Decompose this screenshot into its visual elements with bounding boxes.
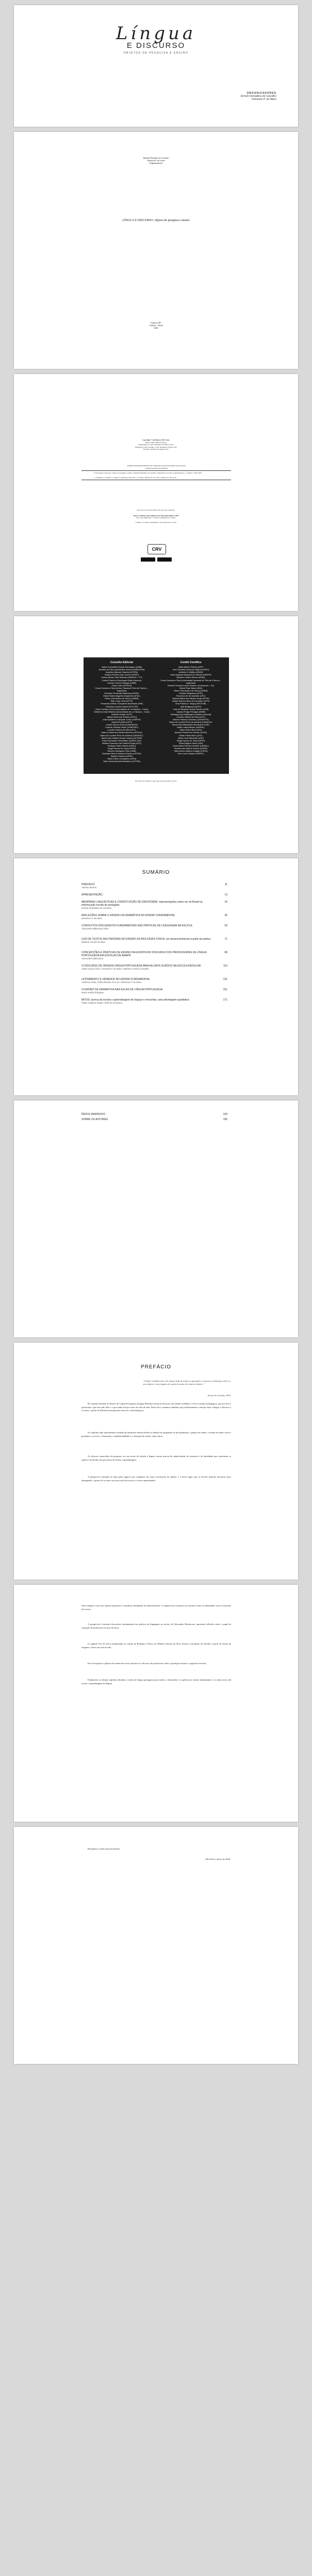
toc-entry-author: Anderson Silva / Edite Mendes da Cruz / Deméson P. de Mairo — [81, 981, 142, 984]
council-member: João Adalberto Campato Junior (UNESP) — [103, 718, 141, 721]
body-paragraph: A perspectiva Correntes discursivas fundamentais nas práticas da linguagem na escola, de Alessandra Bittencourt, apresenta reflexões sobre o papel de formação de professores na área de letras. — [81, 1623, 231, 1629]
toc-entry[interactable] — [81, 951, 227, 960]
toc-entry-page: 71 — [224, 938, 227, 941]
toc-entry[interactable] — [81, 988, 227, 994]
app-store-badges — [141, 557, 172, 562]
toc-entry-page: 53 — [224, 924, 227, 927]
toc-entry-title: REFLEXÕES SOBRE O ENSINO DA GRAMÁTICA NO ENSINO FUNDAMENTAL — [81, 914, 175, 917]
toc-entry-author: Ermelo Domaldica de Carvalho — [81, 907, 111, 909]
council-member: Francisco Ari de Andrade (UFC) — [176, 694, 206, 698]
cover-org-label: ORGANIZADORES — [247, 92, 276, 95]
about-title: SOBRE OS AUTORES — [81, 1118, 108, 1121]
council-footer: Este livro foi avaliado e aprovado por pareceristas ad hoc. — [135, 780, 177, 782]
editorial-council-list — [91, 666, 153, 762]
council-member: Eliane Rose Maio (UEM) — [179, 686, 202, 689]
council-member: Aldira Guimarães Duarte Domínguez (UNB) — [102, 666, 142, 669]
council-member: Ilma Passos A. Veiga (UNICEUB) — [175, 702, 206, 705]
toc-entry-title: MEMÓRIAS LINGUÍSTICAS E CONSTITUIÇÃO DE IDENTIDADE: representações sobre ser do Brasil na interlocução escrita do português — [81, 901, 203, 907]
council-member: Suzana dos Santos Gomes (UFMG) — [174, 747, 208, 750]
council-member: Cesar Gerónimo Tello (Univer. Nacional Três de Febrero – Argentina) — [95, 686, 149, 692]
title-page-title: LÍNGUA E DISCURSO: objetos de pesquisa e ensino — [122, 219, 190, 222]
toc-entry-title: PREFÁCIO — [81, 883, 95, 886]
preface-paragraph: Os capítulos aqui apresentados resultam de pesquisas desenvolvidas no âmbito de programas de pós-graduação e grupos de estudo, e tratam de temas como a gramática, a escrita, o letramento, a multimodalidade e a educação de surdos, entre outros. — [81, 1431, 231, 1437]
toc-entry-page: 171 — [223, 998, 227, 1002]
toc-entry-author: Alaine Souza Alves / Herminia P. de Mairo / Marlene Cristina Carvalho — [81, 968, 149, 970]
toc-entry-page: 131 — [223, 978, 227, 981]
toc-entry-author: Adriano Sereno — [81, 886, 97, 889]
council-member: Tania Suely Azevedo Brasileiro (UFOPA) — [103, 760, 141, 763]
rights-text: Esta obra é de acesso aberto para uso não comercial. — [137, 509, 175, 511]
council-member: Diosnel Centurion (Univ Americ. de Asunción – Py) — [167, 684, 215, 687]
toc-entry[interactable] — [81, 893, 227, 896]
publisher-city: Curitiba – Brasil — [149, 324, 163, 327]
credit-line: Copyright © da Editora CRV Ltda. — [142, 439, 170, 441]
council-member: Sérgio Nunes de Jesus (IFRO) — [176, 739, 205, 742]
cover-title — [14, 25, 298, 55]
council-member: Maria de Lourdes Pinto de Almeida (UNOESC) — [100, 734, 143, 737]
toc-entry-page: 13 — [224, 893, 227, 896]
council-member: Nilson José Machado (USP) — [177, 736, 204, 739]
council-member: Paulo Romualdo Hernandes (UNIFAL-MG) — [102, 739, 141, 742]
council-member: Eduardo Fernandes Barbosa (UFMG) — [104, 692, 139, 695]
editorial-council-title: Conselho Editorial — [110, 661, 134, 664]
council-member: Josania Portela (UFPI) — [111, 721, 133, 724]
credit-line: Diagramação e Capa: Designers da Editora CRV — [138, 444, 174, 446]
council-member: José de Ribamar Sousa Pereira (UCB) — [173, 707, 209, 710]
toc-entry-title: MITOS: acerca da escrita e aprendizagem de línguas e reescritas: uma abordagem qualitativa — [81, 998, 189, 1002]
scientific-committee-list — [160, 666, 222, 755]
council-member: Élsio José Corá (UFFS) — [110, 700, 133, 703]
council-member: Helder Buenos Aires de Carvalho (UFPI) — [172, 700, 210, 703]
author-role: (Organizadores) — [149, 162, 163, 164]
cover-title-script: Língua — [116, 23, 196, 44]
council-member: Elizeu Clementino de Souza (UNEB) — [105, 697, 139, 700]
cover-subtitle: OBJETOS DE PESQUISA E ENSINO — [123, 52, 189, 55]
cover-org-name: Ermelo Domaldica de Carvalho — [240, 95, 276, 98]
council-member: Gláucia Maria dos Santos Jorge (UFOP) — [172, 697, 209, 700]
toc-entry-title: APRESENTAÇÃO — [81, 893, 103, 896]
council-member: Vera Lucia Gaspar (UDESC) — [177, 752, 204, 755]
toc-entry[interactable] — [81, 978, 227, 984]
author-name: Alinexon P. de Castro — [147, 159, 165, 162]
council-member: Gloria Fariñas León (Universidade de La Havana – Cuba) — [95, 707, 149, 710]
council-member: Vânia Alves Martins Chaigar (FURG) — [174, 750, 208, 753]
cip-title: DADOS INTERNACIONAIS DE CATALOGAÇÃO NA PUBLICAÇÃO (CIP) — [127, 465, 186, 467]
cip-record: L755 Língua e discurso: objetos de pesquisa e ensino / Daniela Domalleo de Carvalho, Alinexon P. de Castro (organizadores) – Curitiba : CRV, 2020. — [94, 472, 202, 474]
copyright-credits — [14, 439, 298, 451]
toc-entry-page: 113 — [223, 964, 227, 968]
council-member: Inês Bragança (UERJ) — [180, 705, 201, 708]
council-member: Barbara Coelho Neves (UFBA) — [176, 676, 205, 679]
council-member: Maria Lília Imbiriba Sousa Colares (UFOPA) — [101, 736, 142, 739]
scientific-committee-column — [160, 662, 222, 755]
toc-entry-author: Alessandra Bittencourt Silva — [81, 927, 109, 930]
council-member: Guillermo Arias Beatón (Universidade de La Havana – Cuba) — [93, 710, 150, 713]
preface-paragraph: A perspectiva ensinada às lutas pelos lugares que ocupamos em nosso movimento de análise, e é nesse lugar, que os leitores poderão encontrar aqui, abrangendo, o prazer de se fazer ouvir por meio da escrita, os textos apresentados. — [81, 1476, 231, 1482]
council-member: Sydione Santos (UEPG) — [110, 755, 133, 758]
council-member: Antônio Pereira Gaio Júnior (UFRRJ) — [104, 673, 139, 676]
council-page — [14, 616, 298, 853]
preface-epigraph-source: (Sereno de Carvalho, 2019) — [207, 1394, 231, 1397]
council-member: Anselmo Alencar Colares (UFOPA) — [105, 671, 138, 674]
cip-index: 1. Linguística 2. Ensino 3. Língua 4. Análise do Discurso I. Carvalho, Daniela D. II. Castro, Alinexon P. III. Título — [94, 476, 177, 479]
council-member: Jussara Fraga Portugal (UNEB) — [176, 710, 206, 713]
cover-title-caps: E DISCURSO — [126, 41, 186, 50]
toc-entry-title: O DISCURSO DE ORIGEM LÍNGUA PORTUGUESA PARA ALUNOS SURDOS NA ESCOLA REGULAR — [81, 964, 201, 968]
council-member: Elizeu Clementino de Souza (UNEB) — [174, 689, 208, 692]
toc-entry-page: 15 — [224, 901, 227, 904]
council-member: Mônica Pereira dos Santos (UFRJ) — [174, 731, 207, 734]
publisher-name: Editora CRV — [151, 321, 161, 324]
toc-end-page — [14, 1100, 298, 1337]
editorial-council-column — [91, 662, 153, 763]
toc-entry[interactable] — [81, 938, 227, 944]
toc-entry-author: Marlene Amaral da Silva — [81, 941, 105, 943]
toc-entry-page: 89 — [224, 951, 227, 954]
toc-entry-title: O ENSINO DE GRAMÁTICA NAS AULAS DE LÍNGUA PORTUGUESA — [81, 988, 163, 991]
toc-entry-page: 11 — [224, 883, 227, 886]
council-member: Fernando Antônio Gonçalves Alcoforado (IPB) — [101, 702, 143, 705]
council-member: Andréia N. Militão (UEMS) — [178, 671, 203, 674]
title-page — [14, 132, 298, 369]
author-name: Daniela Domalleo de Carvalho — [143, 157, 169, 159]
toc-entry-author: Alessandra Bittencourt — [81, 957, 104, 960]
credit-line: Editor-chefe: Railson Moura — [145, 441, 167, 444]
council-member: Renato Francisco dos Santos Paula (UFG) — [102, 741, 142, 744]
council-member: Anna Augusta Sampaio de Oliveira (UNESP) — [170, 673, 211, 676]
council-member: Maria Luisa Bissoto (UNISAL) — [177, 726, 205, 729]
council-member: Altair Alberto Fávero (UPF) — [178, 666, 203, 669]
cip-rule — [81, 470, 231, 471]
toc-entry-author: Felipe Vázquez Braga / Zélia de Sá Moura — [81, 1002, 122, 1004]
closing-page — [14, 1827, 298, 2064]
about-page: 195 — [223, 1118, 227, 1121]
scientific-committee-title: Comitê Científico — [180, 661, 202, 664]
council-member: Solange Helena Ximenes-Rocha (UFOPA) — [102, 752, 141, 755]
body-paragraph: Finalmente, os demais capítulos abordam o ensino de língua portuguesa para surdos, o letramento e os gêneros no ensino fundamental, e os mitos acerca da escrita e aprendizagem de línguas. — [81, 1679, 231, 1685]
title-page-authors — [14, 157, 298, 164]
title-page-publisher — [14, 321, 298, 329]
toc-heading: SUMÁRIO — [142, 870, 170, 875]
toc-entry-page: 151 — [223, 988, 227, 991]
toc-entry[interactable] — [81, 964, 227, 971]
preface-heading: PREFÁCIO — [140, 1364, 172, 1370]
toc-page — [14, 858, 298, 1095]
cip-block — [81, 465, 231, 481]
app-store-badge[interactable] — [157, 557, 172, 562]
council-member: Helmuth Krüger (UCP) — [111, 713, 133, 716]
council-member: Sonia Maria Ferreira Koehler (UNISAL) — [173, 744, 209, 747]
council-member: Maria Cristina dos Santos Bezerra (UFSCar) — [101, 731, 142, 734]
council-member: Maria Vieira Silva (UFU) — [179, 728, 202, 732]
council-member: Carlos Federico Dominguez Avila (Unieuro) — [102, 679, 142, 682]
reserved-text: Todos os direitos desta edição reservados pela Editora CRV — [133, 514, 179, 517]
council-member: Lourdes Helena da Silva (UFV) — [176, 715, 205, 718]
toc-entry-title: USO DE TEXTOS MULTIMODAIS NO ENSINO DE BIOLOGIA E FÍSICA: um desenvolvimento à partir da prática — [81, 938, 211, 941]
council-member: Lídia de Oliveira Xavier (UNIEURO) — [105, 726, 138, 729]
credit-line: Imagem da Capa: Freepik / Capa: Designers Editora CRV — [135, 446, 177, 448]
council-member: Maria de Lourdes Pinto de Almeida (UNOESC) — [169, 721, 212, 724]
google-play-badge[interactable] — [141, 557, 155, 562]
council-member: Jailson Alves dos Santos (UFRJ) — [106, 715, 137, 718]
body-paragraph: Em Concepções e práticas de ensino da escrita, discute-se o discurso de professores sobre a produção textual e o papel da reescrita. — [88, 1662, 207, 1665]
preface-page — [14, 1343, 298, 1580]
council-panel — [84, 657, 229, 774]
council-member: Elione Maria Nogueira Diogenes (UFAL) — [103, 694, 140, 698]
crv-logo: CRV — [147, 544, 166, 554]
council-member: Sergio Nunes de Jesus (IFRO) — [107, 747, 136, 750]
council-member: Cesar Gerónimo Tello (Universidad Nacional de Três de Febrero – Argentina) — [160, 679, 221, 684]
about-row[interactable] — [81, 1118, 227, 1121]
toc-entry-title: LETRAMENTO E GÊNEROS NO ENSINO FUNDAMENTAL — [81, 978, 151, 981]
toc-entry-page: 35 — [224, 914, 227, 917]
council-member: Rodrigo Pratte-Santos (UFES) — [107, 744, 136, 747]
index-page: 193 — [223, 1113, 227, 1116]
toc-entry[interactable] — [81, 883, 227, 889]
index-row[interactable] — [81, 1113, 227, 1116]
council-member: Simone Rodrigues Pinto (UNB) — [107, 750, 136, 753]
cover-organizers — [241, 92, 276, 101]
credit-line: Revisão: Analista de Línguas CRV — [143, 448, 169, 451]
council-member: Marcos Vinicius Francisco (UNOESTE) — [173, 718, 209, 721]
council-member: Fauston Negreiros (UFPI) — [179, 692, 203, 695]
council-member: Tadeu Oliver Gonçalves (UFPA) — [107, 757, 137, 760]
council-member: Maria Eliza Mattosinho Bernardes (USP) — [172, 723, 210, 726]
council-member: Lourdes Helena da Silva (UFV) — [107, 728, 136, 732]
toc-entry-title: CONTEXTOS DISCURSIVOS FUNDAMENTAIS NAS PRÁTICAS DE LINGUAGEM NA ESCOLA — [81, 924, 192, 927]
council-member: Celso Conti (UFSCar) — [111, 684, 132, 687]
preface-paragraph: De maneira bastante ao Ensino de Língua Portuguesa (Língua Materna) enseja às lutas por um mundo acadêmico e livre à prática pedagógica, que nos leva a questionar o que tem sido feito e o que ainda está por fazer em sala de aula. Neste livro, reunimos trabalhos que problematizam a relação entre a língua, o discurso e o ensino, a partir de diferentes perspectivas teóricas e metodológicas. — [81, 1402, 231, 1412]
council-member: Leonel Severo Rocha (UNISINOS) — [106, 723, 138, 726]
body-paragraph: tudo à língua e com esses aportes passamos a considerar identidades de representações. O capítulo tem o primeiro no encontro sobre as identidades com as fronteiras dos textos. — [81, 1604, 231, 1611]
copyright-page — [14, 374, 298, 611]
toc-entry[interactable] — [81, 998, 227, 1005]
toc-entry-title: CONCEPÇÕES E PRÁTICAS DE ENSINO DA ESCRITA NO DISCURSO DOS PROFESSORES DE LÍNGUA PORTUGUESA EM ESCOLAS DE AMAPÁ — [81, 951, 207, 957]
index-title: ÍNDICE REMISSIVO — [81, 1113, 106, 1116]
toc-entry[interactable] — [81, 924, 227, 930]
closing-line: Desejamos a todos uma boa leitura! — [88, 1848, 120, 1850]
council-member: Carmen Tereza Velanga (UNIR) — [107, 681, 137, 684]
cover-org-name: Deméson P. de Mairo — [252, 98, 276, 101]
contact-line: Tel.: (41) 3039-6418 – E-mail: sac@editoracrv.com.br — [136, 517, 176, 519]
rights-block — [14, 509, 298, 523]
toc-entry-author: Maria Anália Rodrigues — [81, 991, 104, 994]
council-member: Kilwangy Kya Kapitango-a-Samba (Unemat) — [170, 713, 211, 716]
council-member: Ana Chrystina Venancio Mignot (UERJ) — [172, 668, 209, 671]
council-member: Andréia da Silva Quintanilha Sousa (UNIR/UFRN) — [98, 668, 145, 671]
preface-paragraph: Os diversos enunciados da pesquisa, em seu modo de relação à língua, trazem marcas de subjetividade, de memória e de identidade que constituem os sujeitos envolvidos nos processos de ensino e aprendizagem. — [81, 1455, 231, 1461]
council-member: Carlos Alberto Vilar Estêvão (UMINHO – PT) — [101, 676, 142, 679]
toc-entry-author: Deméson P. de Mairo — [81, 917, 102, 920]
text-page — [14, 1585, 298, 1822]
council-member: Francisco Carlos Duarte (PUC-PR) — [105, 705, 138, 708]
cip-subtitle: CATALOGAÇÃO NA FONTE — [145, 467, 168, 469]
site-line: Conheça os nossos lançamentos: www.editoracrv.com.br — [135, 521, 177, 523]
cover-page — [14, 5, 298, 127]
toc-entry[interactable] — [81, 901, 227, 910]
body-paragraph: O capítulo Uso de textos multimodais no ensino de Biologia e Física, de Marlene Amaral da Silva, discute a produção de sentidos a partir da leitura de imagens e textos em sala de aula. — [81, 1642, 231, 1649]
publisher-year: 2020 — [154, 327, 158, 329]
preface-epigraph: “O fazer científico não é do mesmo lado de todas as operações e é preciso se debruçar sobre os seus objetos e seus lugares de ensino do ponto de vista da ciência...” — [143, 1380, 231, 1385]
council-member: Mirian Fábia Alves (UFG) — [179, 734, 203, 737]
council-member: Silvia Regina Canan (URI) — [178, 741, 203, 744]
toc-entry[interactable] — [81, 914, 227, 920]
signoff: Julio Paiva, março de 2020. — [205, 1858, 231, 1860]
